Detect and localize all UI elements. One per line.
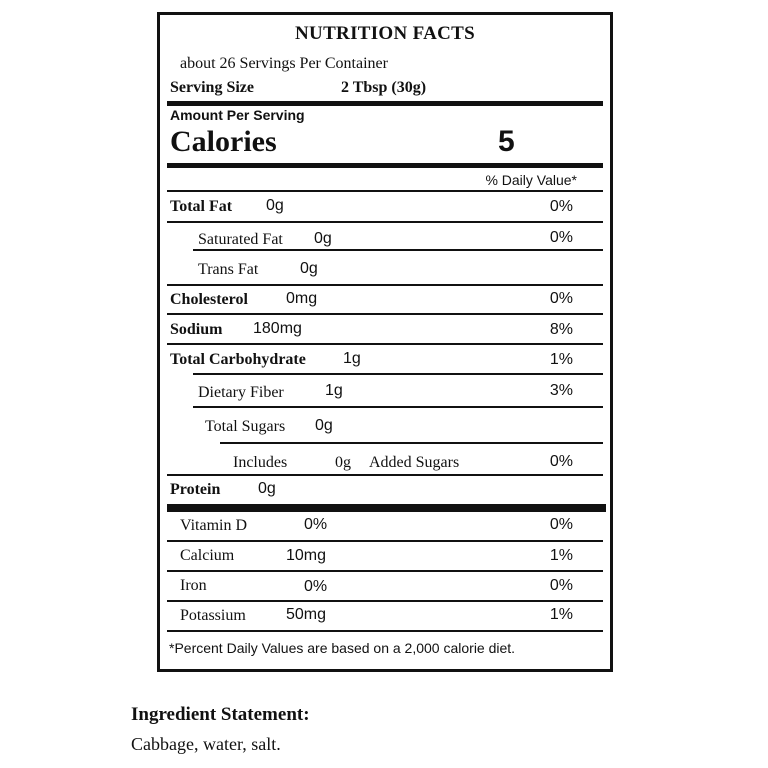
nutrient-name: Total Carbohydrate <box>170 351 306 368</box>
nutrient-name: Protein <box>170 481 221 498</box>
nutrient-amount: 0g <box>315 417 333 434</box>
nutrient-amount: 0g <box>258 480 276 497</box>
nutrient-amount: 0g <box>300 260 318 277</box>
divider <box>167 313 603 315</box>
nutrient-dv: 0% <box>549 453 573 470</box>
divider <box>167 600 603 602</box>
nutrient-amount: 0mg <box>286 290 318 307</box>
nutrient-dv: 1% <box>549 351 573 368</box>
divider-thick <box>167 504 606 512</box>
vitamin-dv: 0% <box>549 516 573 533</box>
vitamin-amount: 0% <box>304 516 328 533</box>
amount-per-serving: Amount Per Serving <box>170 107 305 123</box>
nutrient-dv: 3% <box>549 382 573 399</box>
divider <box>193 406 603 408</box>
serving-size-value: 2 Tbsp (30g) <box>341 79 427 96</box>
vitamin-amount: 50mg <box>286 606 327 623</box>
nutrient-amount: 0g <box>314 230 332 247</box>
divider <box>220 442 603 444</box>
divider-thick <box>167 101 603 106</box>
nutrient-suffix: Added Sugars <box>369 454 460 471</box>
divider <box>167 190 603 192</box>
vitamin-name: Potassium <box>180 607 246 624</box>
vitamin-name: Iron <box>180 577 207 594</box>
vitamin-dv: 0% <box>549 577 573 594</box>
nutrient-dv: 0% <box>549 290 573 307</box>
ingredient-statement <box>131 704 310 755</box>
nutrient-amount: 1g <box>325 382 343 399</box>
vitamin-amount: 0% <box>304 578 328 595</box>
ingredient-text: Cabbage, water, salt. <box>131 734 281 754</box>
calories-label: Calories <box>170 125 277 158</box>
vitamin-name: Vitamin D <box>180 517 248 534</box>
nutrient-amount: 1g <box>343 350 361 367</box>
nutrient-name: Total Sugars <box>205 418 286 435</box>
nutrient-amount: 0g <box>335 454 351 471</box>
nutrient-name: Cholesterol <box>170 291 248 308</box>
divider <box>167 630 603 632</box>
nutrient-amount: 180mg <box>253 320 302 337</box>
divider <box>167 221 603 223</box>
ingredient-heading: Ingredient Statement: <box>131 704 310 725</box>
vitamin-dv: 1% <box>549 606 573 623</box>
nutrient-dv: 0% <box>549 198 573 215</box>
nutrient-name: Trans Fat <box>198 261 259 278</box>
daily-value-header: % Daily Value* <box>485 172 577 188</box>
divider <box>167 284 603 286</box>
nutrient-name: Saturated Fat <box>198 231 283 248</box>
vitamin-name: Calcium <box>180 547 235 564</box>
vitamin-dv: 1% <box>549 547 573 564</box>
nutrient-amount: 0g <box>266 197 284 214</box>
divider <box>167 474 603 476</box>
nutrient-dv: 8% <box>549 321 573 338</box>
vitamin-amount: 10mg <box>286 547 327 564</box>
divider <box>167 540 603 542</box>
divider-thick <box>167 163 603 168</box>
divider <box>167 343 603 345</box>
nutrient-name: Includes <box>233 454 288 471</box>
calories-value: 5 <box>498 125 515 158</box>
divider <box>193 373 603 375</box>
nutrient-name: Dietary Fiber <box>198 384 284 401</box>
divider <box>193 249 603 251</box>
servings-per-container: about 26 Servings Per Container <box>180 55 388 72</box>
footnote: *Percent Daily Values are based on a 2,000 calorie diet. <box>169 640 516 656</box>
label-title: NUTRITION FACTS <box>295 23 475 44</box>
serving-size-label: Serving Size <box>170 79 254 96</box>
nutrient-name: Total Fat <box>170 198 233 215</box>
nutrient-name: Sodium <box>170 321 223 338</box>
nutrition-facts-label <box>157 12 613 672</box>
nutrient-dv: 0% <box>549 229 573 246</box>
divider <box>167 570 603 572</box>
